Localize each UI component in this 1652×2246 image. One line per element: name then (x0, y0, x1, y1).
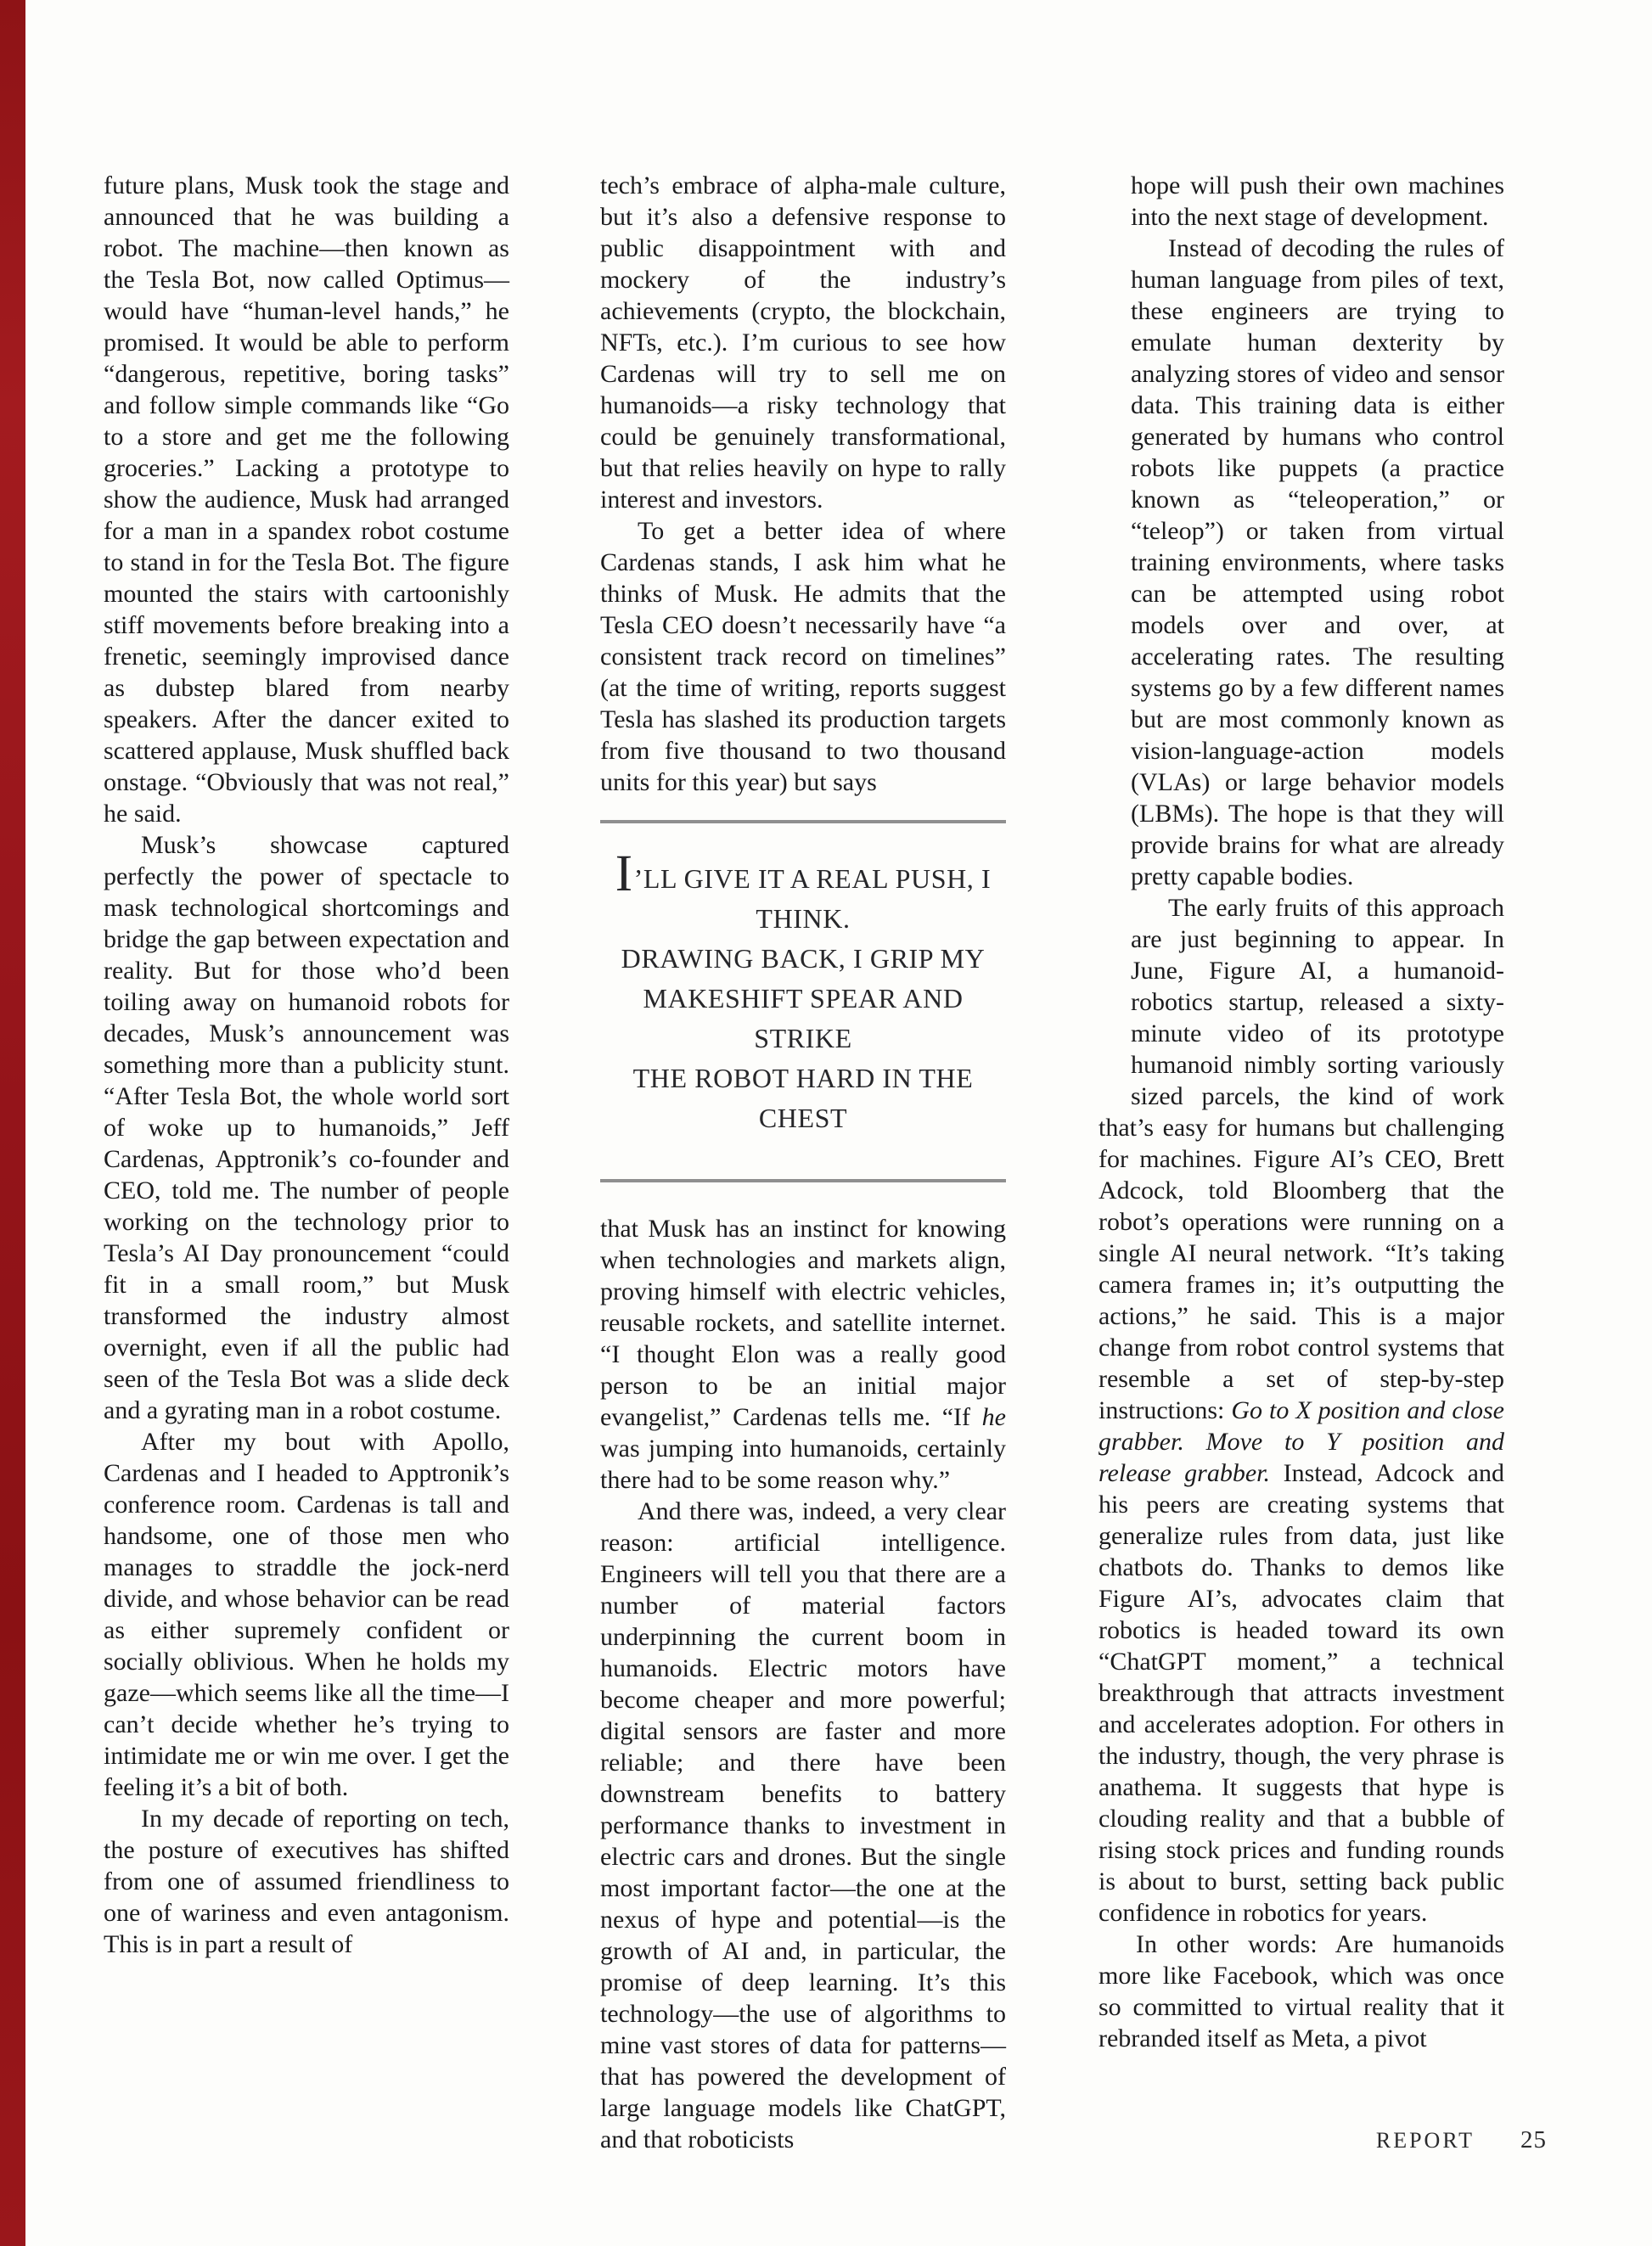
pull-quote-line: MAKESHIFT SPEAR AND STRIKE (643, 983, 964, 1053)
body-paragraph: hope will push their own machines into the next stage of development. (1131, 171, 1504, 231)
paragraph-text-italic: he (981, 1403, 1006, 1431)
page-footer (1273, 2126, 1547, 2154)
body-paragraph: In other words: Are humanoids more like Facebook, which was once so committed to virtual reality that it rebranded itself as Meta, a pivot (1099, 1930, 1504, 2052)
body-paragraph: Musk’s showcase captured perfectly the power of spectacle to mask technological shortcomings and bridge the gap between expectation and reality. But for those who’d been toiling away on humanoid robots for decades, Musk’s announcement was something more than a publicity stunt. “After Tesla Bot, the whole world sort of woke up to humanoids,” Jeff Cardenas, Apptronik’s co-founder and CEO, told me. The number of people working on the technology prior to Tesla’s AI Day pronouncement “could fit in a small room,” but Musk transformed the industry almost overnight, even if all the public had seen of the Tesla Bot was a slide deck and a gyrating man in a robot costume. (104, 831, 509, 1424)
pull-quote-drop-cap: I (615, 845, 633, 902)
pull-quote-line: THE ROBOT HARD IN THE CHEST (632, 1063, 974, 1133)
column-1 (104, 170, 509, 1960)
page-edge-red-strip (0, 0, 25, 2246)
paragraph-text-italic: Go to X position and close grabber. Move to Y position and release grabber. (1099, 1396, 1504, 1487)
pull-quote-line (602, 845, 1004, 939)
footer-page-number: 25 (1520, 2126, 1547, 2153)
body-paragraph: future plans, Musk took the stage and announced that he was building a robot. The machine—then known as the Tesla Bot, now called Optimus—would have “human-level hands,” he promised. It would be able to perform “dangerous, repetitive, boring tasks” and follow simple commands like “Go to a store and get me the following groceries.” Lacking a prototype to show the audience, Musk had arranged for a man in a spandex robot costume to stand in for the Tesla Bot. The figure mounted the stairs with cartoonishly stiff movements before breaking into a frenetic, seemingly improvised dance as dubstep blared from nearby speakers. After the dancer exited to scattered applause, Musk shuffled back onstage. “Obviously that was not real,” he said. (104, 171, 509, 828)
footer-section-label: REPORT (1375, 2128, 1475, 2153)
paragraph-text: The early fruits of this approach are just beginning to appear. In June, Figure AI, a humanoid-robotics startup, released a sixty-minute video of its prototype humanoid nimbly sorting variously sized parcels, the kind of work that’s easy for humans but challenging for machines. Figure AI’s CEO, Brett Adcock, told Bloomberg that the robot’s operations were running on a single AI neural network. “It’s taking camera frames in; it’s outputting the actions,” he said. This is a major change from robot control systems that resemble a set of step-by-step instructions: (1099, 894, 1504, 1424)
column-2 (600, 170, 1006, 2155)
pull-quote-text: ’LL GIVE IT A REAL PUSH, I THINK. (633, 863, 992, 934)
body-paragraph: tech’s embrace of alpha-male culture, but it’s also a defensive response to public disappointment with and mockery of the industry’s achievements (crypto, the blockchain, NFTs, etc.). I’m curious to see how Cardenas will try to sell me on humanoids—a risky technology that could be genuinely transformational, but that relies heavily on hype to rally interest and investors. (600, 171, 1006, 514)
body-paragraph: To get a better idea of where Cardenas stands, I ask him what he thinks of Musk. He admits that the Tesla CEO doesn’t necessarily have “a consistent track record on timelines” (at the time of writing, reports suggest Tesla has slashed its production targets from five thousand to two thousand units for this year) but says (600, 517, 1006, 796)
paragraph-text: that Musk has an instinct for knowing when technologies and markets align, proving himself with electric vehicles, reusable rockets, and satellite internet. “I thought Elon was a really good person to be an initial major evangelist,” Cardenas tells me. “If (600, 1215, 1006, 1431)
body-paragraph: And there was, indeed, a very clear reason: artificial intelligence. Engineers will tell you that there are a number of material factors underpinning the current boom in humanoids. Electric motors have become cheaper and more powerful; digital sensors are faster and more reliable; and there have been downstream benefits to battery performance thanks to investment in electric cars and drones. But the single most important factor—the one at the nexus of hype and potential—is the growth of AI and, in particular, the promise of deep learning. It’s this technology—the use of algorithms to mine vast stores of data for patterns—that has powered the development of large language models like ChatGPT, and that roboticists (600, 1497, 1006, 2153)
column-3 (1099, 170, 1504, 2054)
pull-quote (600, 820, 1006, 1182)
body-paragraph: In my decade of reporting on tech, the posture of executives has shifted from one of assumed friendliness to one of wariness and even antagonism. This is in part a result of (104, 1805, 509, 1958)
pull-quote-intrusion-spacer (1099, 796, 1131, 1109)
body-paragraph: Instead of decoding the rules of human language from piles of text, these engineers are trying to emulate human dexterity by analyzing stores of video and sensor data. This training data is either generated by humans who control robots like puppets (a practice known as “teleoperation,” or “teleop”) or taken from virtual training environments, where tasks can be attempted using robot models over and over, at accelerating rates. The resulting systems go by a few different names but are most commonly known as vision-language-action models (VLAs) or large behavior models (LBMs). The hope is that they will provide brains for what are already pretty capable bodies. (1131, 234, 1504, 890)
body-paragraph (600, 1213, 1006, 1496)
pull-quote-line: DRAWING BACK, I GRIP MY (621, 943, 986, 974)
paragraph-text: was jumping into humanoids, certainly there had to be some reason why.” (600, 1435, 1006, 1494)
paragraph-text: Instead, Adcock and his peers are creating systems that generalize rules from data, just like chatbots do. Thanks to demos like Figure AI’s, advocates claim that robotics is headed toward its own “ChatGPT moment,” a technical breakthrough that attracts investment and accelerates adoption. For others in the industry, though, the very phrase is anathema. It suggests that hype is clouding reality and that a bubble of rising stock prices and funding rounds is about to burst, setting back public confidence in robotics for years. (1099, 1459, 1504, 1927)
body-paragraph (1099, 892, 1504, 1929)
body-paragraph: After my bout with Apollo, Cardenas and I headed to Apptronik’s conference room. Cardenas is tall and handsome, one of those men who manages to straddle the jock-nerd divide, and whose behavior can be read as either supremely confident or socially oblivious. When he holds my gaze—which seems like all the time—I can’t decide whether he’s trying to intimidate me or win me over. I get the feeling it’s a bit of both. (104, 1428, 509, 1801)
